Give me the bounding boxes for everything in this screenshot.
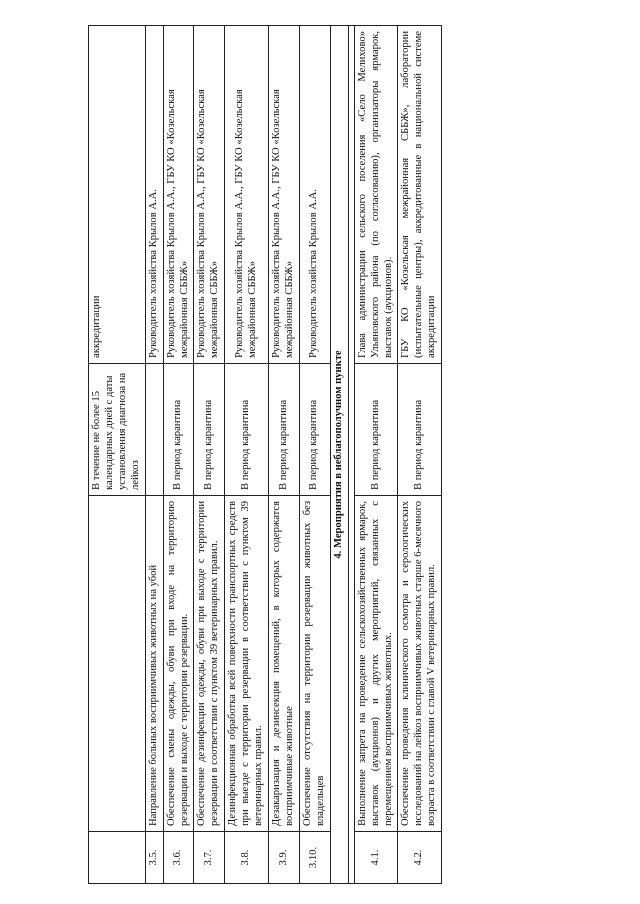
continued-row xyxy=(89,26,146,884)
term-cell: В период карантина xyxy=(163,364,194,496)
responsible-cell: Руководитель хозяйства Крылов А.А. xyxy=(299,26,330,364)
action-cell: Дезакаризация и дезинсекция помещений, в которых содержатся восприимчивые животные xyxy=(269,496,300,832)
responsible-cell: Руководитель хозяйства Крылов А.А., ГБУ КО «Козельская межрайонная СББЖ» xyxy=(163,26,194,364)
responsible-cell: ГБУ КО «Козельская межрайонная СББЖ», лаборатории (испытательные центры), аккредитованные в национальной системе аккредитации xyxy=(398,26,442,364)
row-number: 4.2. xyxy=(398,832,442,884)
table-row xyxy=(269,26,300,884)
row-number: 3.10. xyxy=(299,832,330,884)
table-row xyxy=(225,26,269,884)
action-cell: Направление больных восприимчивых животных на убой xyxy=(145,496,163,832)
responsible-cell: Руководитель хозяйства Крылов А.А., ГБУ КО «Козельская межрайонная СББЖ» xyxy=(269,26,300,364)
row-number: 3.7. xyxy=(194,832,225,884)
table-row xyxy=(299,26,330,884)
responsible-cell: Руководитель хозяйства Крылов А.А. xyxy=(145,26,163,364)
action-cell: Выполнение запрета на проведение сельскохозяйственных ярмарок, выставок (аукционов) и других мероприятий, связанных с перемещением восприимчивых животных. xyxy=(354,496,398,832)
term-cell xyxy=(145,364,163,496)
table-row xyxy=(145,26,163,884)
action-cell: Обеспечение смены одежды, обуви при входе на территорию резервации и выходе с территории резервации. xyxy=(163,496,194,832)
responsible-cell: Глава администрации сельского поселения «Село Мелихово» Ульяновского района (по согласованию), организаторы ярмарок, выставок (аукционов). xyxy=(354,26,398,364)
num-cell-empty xyxy=(89,832,146,884)
term-cell: В период карантина xyxy=(398,364,442,496)
table-row xyxy=(354,26,398,884)
table-row xyxy=(194,26,225,884)
term-cell: В течение не более 15 календарных дней с даты установления диагноза на лейкоз xyxy=(89,364,146,496)
responsible-cell: Руководитель хозяйства Крылов А.А., ГБУ КО «Козельская межрайонная СББЖ» xyxy=(225,26,269,364)
term-cell: В период карантина xyxy=(299,364,330,496)
responsible-cell: аккредитации xyxy=(89,26,146,364)
action-cell: Обеспечение дезинфекции одежды, обуви при выходе с территории резервации в соответствии с пунктом 39 ветеринарных правил. xyxy=(194,496,225,832)
row-number: 3.6. xyxy=(163,832,194,884)
responsible-cell: Руководитель хозяйства Крылов А.А., ГБУ КО «Козельская межрайонная СББЖ» xyxy=(194,26,225,364)
row-number: 4.1. xyxy=(354,832,398,884)
measures-table xyxy=(88,25,442,884)
table-row xyxy=(398,26,442,884)
action-cell: Обеспечение проведения клинического осмотра и серологических исследований на лейкоз восприимчивых животных старше 6-месячного возраста в соответствии с главой V ветеринарных правил. xyxy=(398,496,442,832)
action-cell: Дезинфекционная обработка всей поверхности транспортных средств при выезде с территории резервации в соответствии с пунктом 39 ветеринарных правил. xyxy=(225,496,269,832)
section-header-row xyxy=(330,26,348,884)
term-cell: В период карантина xyxy=(269,364,300,496)
action-cell-empty xyxy=(89,496,146,832)
term-cell: В период карантина xyxy=(194,364,225,496)
section-title: 4. Мероприятия в неблагополучном пункте xyxy=(330,26,348,884)
row-number: 3.8. xyxy=(225,832,269,884)
term-cell: В период карантина xyxy=(225,364,269,496)
table-row xyxy=(163,26,194,884)
row-number: 3.9. xyxy=(269,832,300,884)
action-cell: Обеспечение отсутствия на территории резервации животных без владельцев xyxy=(299,496,330,832)
term-cell: В период карантина xyxy=(354,364,398,496)
row-number: 3.5. xyxy=(145,832,163,884)
